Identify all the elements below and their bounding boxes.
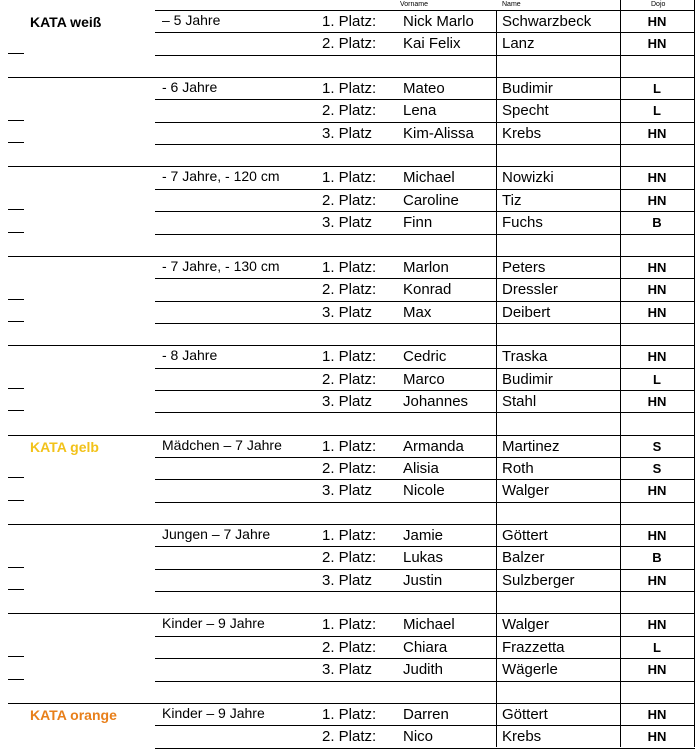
place-label: 3. Platz (322, 482, 373, 499)
place-label: 2. Platz: (322, 192, 377, 209)
first-name: Nicole (403, 482, 445, 499)
grid-line (155, 502, 695, 503)
place-label: 1. Platz: (322, 169, 377, 186)
dojo-code: HN (647, 193, 667, 208)
dojo-code: L (653, 372, 661, 387)
grid-line (155, 569, 695, 570)
place-label: 2. Platz: (322, 371, 377, 388)
category-label: KATA orange (30, 707, 117, 723)
place-label: 3. Platz (322, 304, 373, 321)
grid-line (155, 546, 695, 547)
last-name: Krebs (502, 728, 542, 745)
stub-dash (8, 232, 24, 233)
category-label: KATA weiß (30, 14, 102, 30)
last-name: Budimir (502, 80, 553, 97)
grid-line (155, 681, 695, 682)
grid-line (155, 301, 695, 302)
first-name: Nick Marlo (403, 13, 474, 30)
first-name: Kai Felix (403, 35, 461, 52)
group-label: - 7 Jahre, - 120 cm (162, 168, 280, 184)
place-label: 1. Platz: (322, 348, 377, 365)
place-label: 2. Platz: (322, 281, 377, 298)
dojo-code: HN (647, 282, 667, 297)
grid-line (155, 703, 695, 704)
last-name: Deibert (502, 304, 551, 321)
place-label: 3. Platz (322, 125, 373, 142)
dojo-code: S (652, 461, 662, 476)
dojo-code: HN (647, 729, 667, 744)
dojo-code: L (653, 103, 661, 118)
dojo-code: L (653, 81, 661, 96)
place-label: 1. Platz: (322, 259, 377, 276)
last-name: Martinez (502, 438, 560, 455)
grid-line-left (8, 256, 155, 257)
stub-dash (8, 388, 24, 389)
dojo-code: B (652, 215, 662, 230)
grid-line (155, 234, 695, 235)
group-label: Mädchen – 7 Jahre (162, 437, 282, 453)
header-name: Name (502, 1, 521, 8)
grid-line-left (8, 77, 155, 78)
dojo-code: HN (647, 573, 667, 588)
grid-line (155, 122, 695, 123)
place-label: 3. Platz (322, 214, 373, 231)
grid-line (155, 613, 695, 614)
first-name: Marco (403, 371, 445, 388)
last-name: Sulzberger (502, 572, 575, 589)
dojo-code: HN (647, 36, 667, 51)
grid-line (155, 725, 695, 726)
last-name: Traska (502, 348, 548, 365)
first-name: Finn (403, 214, 433, 231)
stub-dash (8, 321, 24, 322)
dojo-code: HN (647, 126, 667, 141)
last-name: Specht (502, 102, 549, 119)
grid-line (155, 99, 695, 100)
first-name: Michael (403, 169, 455, 186)
last-name: Fuchs (502, 214, 543, 231)
header-vorname: Vorname (400, 1, 429, 8)
first-name: Darren (403, 706, 449, 723)
place-label: 2. Platz: (322, 639, 377, 656)
grid-line (155, 479, 695, 480)
grid-line-left (8, 613, 155, 614)
first-name: Mateo (403, 80, 445, 97)
grid-line-left (8, 703, 155, 704)
dojo-code: HN (647, 707, 667, 722)
group-label: - 6 Jahre (162, 79, 218, 95)
grid-line (155, 591, 695, 592)
grid-line (155, 390, 695, 391)
dojo-code: HN (647, 662, 667, 677)
dojo-code: HN (647, 528, 667, 543)
first-name: Caroline (403, 192, 459, 209)
grid-line (155, 166, 695, 167)
grid-line (155, 345, 695, 346)
first-name: Marlon (403, 259, 449, 276)
dojo-code: HN (647, 394, 667, 409)
dojo-code: HN (647, 305, 667, 320)
grid-line (155, 457, 695, 458)
first-name: Justin (403, 572, 443, 589)
stub-dash (8, 120, 24, 121)
place-label: 1. Platz: (322, 616, 377, 633)
grid-line (155, 636, 695, 637)
dojo-code: HN (647, 14, 667, 29)
last-name: Wägerle (502, 661, 558, 678)
last-name: Budimir (502, 371, 553, 388)
dojo-code: HN (647, 483, 667, 498)
group-label: Kinder – 9 Jahre (162, 705, 265, 721)
group-label: - 8 Jahre (162, 347, 218, 363)
stub-dash (8, 299, 24, 300)
grid-line-left (8, 166, 155, 167)
grid-line-left (8, 524, 155, 525)
last-name: Peters (502, 259, 546, 276)
grid-line (155, 435, 695, 436)
stub-dash (8, 656, 24, 657)
first-name: Lukas (403, 549, 444, 566)
place-label: 2. Platz: (322, 728, 377, 745)
grid-line (155, 211, 695, 212)
stub-dash (8, 142, 24, 143)
dojo-code: HN (647, 617, 667, 632)
stub-dash (8, 679, 24, 680)
grid-line (155, 368, 695, 369)
first-name: Johannes (403, 393, 469, 410)
place-label: 1. Platz: (322, 80, 377, 97)
group-label: Kinder – 9 Jahre (162, 615, 265, 631)
dojo-code: HN (647, 170, 667, 185)
last-name: Dressler (502, 281, 558, 298)
place-label: 2. Platz: (322, 102, 377, 119)
place-label: 3. Platz (322, 661, 373, 678)
grid-line (155, 323, 695, 324)
place-label: 2. Platz: (322, 549, 377, 566)
dojo-code: B (652, 550, 662, 565)
group-label: – 5 Jahre (162, 12, 221, 28)
grid-line (155, 55, 695, 56)
last-name: Göttert (502, 706, 548, 723)
grid-line-left (8, 345, 155, 346)
group-label: - 7 Jahre, - 130 cm (162, 258, 280, 274)
place-label: 1. Platz: (322, 13, 377, 30)
first-name: Alisia (403, 460, 439, 477)
grid-line (155, 278, 695, 279)
first-name: Michael (403, 616, 455, 633)
last-name: Krebs (502, 125, 542, 142)
first-name: Max (403, 304, 432, 321)
grid-line-left (8, 435, 155, 436)
first-name: Lena (403, 102, 437, 119)
dojo-code: S (652, 439, 662, 454)
place-label: 2. Platz: (322, 35, 377, 52)
dojo-code: L (653, 640, 661, 655)
grid-line (155, 77, 695, 78)
first-name: Armanda (403, 438, 464, 455)
last-name: Tiz (502, 192, 522, 209)
stub-dash (8, 477, 24, 478)
grid-line (155, 144, 695, 145)
grid-vline-name (496, 10, 497, 747)
place-label: 3. Platz (322, 572, 373, 589)
last-name: Roth (502, 460, 534, 477)
first-name: Chiara (403, 639, 448, 656)
last-name: Göttert (502, 527, 548, 544)
last-name: Lanz (502, 35, 535, 52)
first-name: Konrad (403, 281, 452, 298)
last-name: Stahl (502, 393, 537, 410)
grid-line (155, 32, 695, 33)
stub-dash (8, 589, 24, 590)
last-name: Balzer (502, 549, 545, 566)
dojo-code: HN (647, 260, 667, 275)
grid-line (155, 524, 695, 525)
last-name: Frazzetta (502, 639, 565, 656)
grid-line (155, 189, 695, 190)
grid-vline-right (694, 0, 695, 747)
stub-dash (8, 53, 24, 54)
category-label: KATA gelb (30, 439, 99, 455)
first-name: Nico (403, 728, 434, 745)
grid-line (155, 412, 695, 413)
grid-line-top (155, 10, 695, 11)
first-name: Kim-Alissa (403, 125, 474, 142)
first-name: Cedric (403, 348, 447, 365)
last-name: Walger (502, 482, 549, 499)
stub-dash (8, 410, 24, 411)
place-label: 1. Platz: (322, 438, 377, 455)
last-name: Walger (502, 616, 549, 633)
place-label: 1. Platz: (322, 706, 377, 723)
first-name: Judith (403, 661, 444, 678)
last-name: Nowizki (502, 169, 554, 186)
stub-dash (8, 500, 24, 501)
header-dojo: Dojo (651, 1, 666, 8)
place-label: 2. Platz: (322, 460, 377, 477)
last-name: Schwarzbeck (502, 13, 592, 30)
stub-dash (8, 209, 24, 210)
dojo-code: HN (647, 349, 667, 364)
grid-line (155, 658, 695, 659)
group-label: Jungen – 7 Jahre (162, 526, 271, 542)
first-name: Jamie (403, 527, 444, 544)
stub-dash (8, 567, 24, 568)
place-label: 3. Platz (322, 393, 373, 410)
grid-line (155, 256, 695, 257)
place-label: 1. Platz: (322, 527, 377, 544)
